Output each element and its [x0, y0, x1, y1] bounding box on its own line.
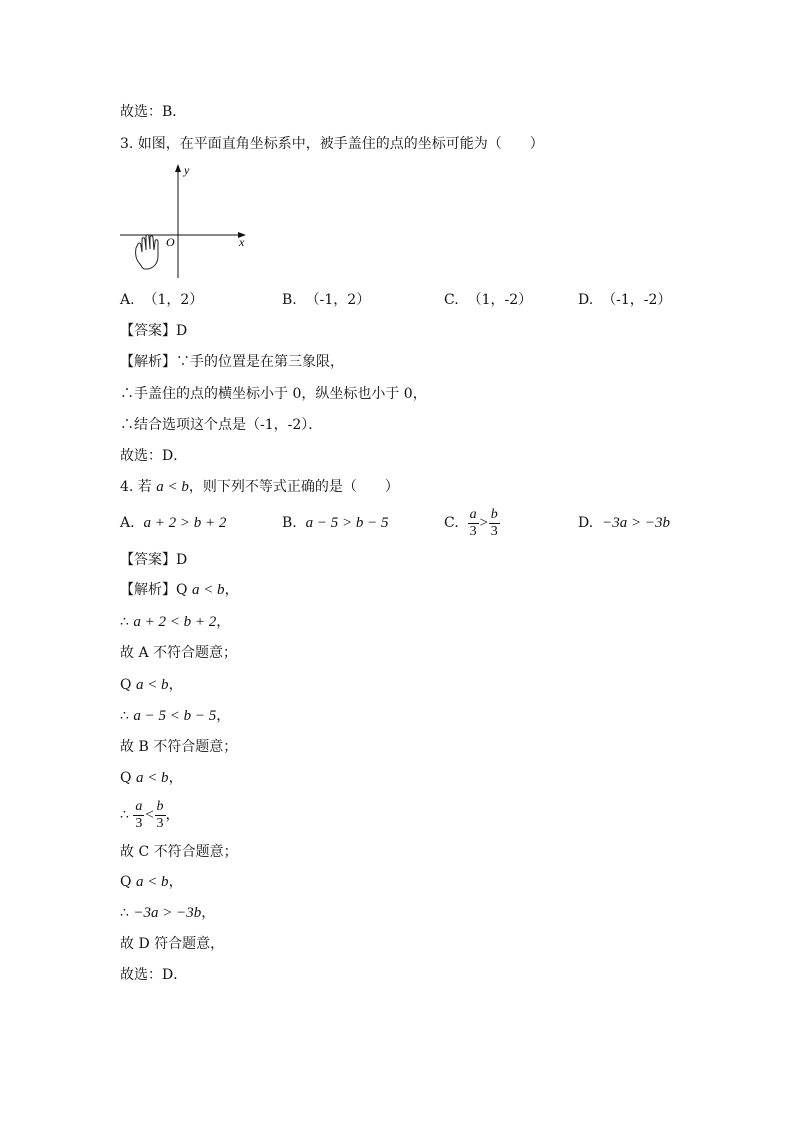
y-axis-arrow: [175, 164, 181, 172]
x-axis-label: x: [239, 235, 245, 249]
q3-option-c: C. （1，-2）: [444, 292, 533, 308]
q3-analysis-line-2: ∴手盖住的点的横坐标小于 0，纵坐标也小于 0，: [120, 386, 427, 402]
q2-conclusion: 故选：B．: [120, 104, 187, 120]
q4-step-d-verdict: 故 D 符合题意，: [120, 936, 225, 952]
q3-stem: 3. 如图，在平面直角坐标系中，被手盖住的点的坐标可能为（ ）: [120, 136, 544, 152]
q4-step-a-verdict: 故 A 不符合题意；: [120, 645, 238, 661]
y-axis-label: y: [184, 163, 190, 177]
q4-stem: 4. 若 a < b，则下列不等式正确的是（ ）: [120, 479, 399, 495]
fraction-a-over-3: $\frac{a}{3}$: [135, 798, 143, 831]
q4-option-a: A. a + 2 > b + 2: [120, 515, 227, 531]
q4-step-c-verdict: 故 C 不符合题意；: [120, 844, 238, 860]
origin-label: O: [166, 235, 175, 249]
q4-step-b-result: ∴ a − 5 < b − 5，: [120, 708, 231, 724]
q3-conclusion: 故选：D．: [120, 448, 188, 464]
q3-coordinate-figure: [118, 160, 253, 282]
q4-step-c-result: ∴ $\frac{a}{3}$ < $\frac{b}{3}$ ，: [120, 798, 180, 831]
q3-option-a: A. （1，2）: [120, 292, 204, 308]
q4-step-b-verdict: 故 B 不符合题意；: [120, 739, 238, 755]
hand-icon: [136, 235, 158, 269]
fraction-a-over-3: $\frac{a}{3}$: [469, 506, 477, 539]
fraction-b-over-3: $\frac{b}{3}$: [490, 506, 498, 539]
q4-step-d-result: ∴ −3a > −3b，: [120, 905, 216, 921]
q4-analysis-premise-4: Q a < b，: [120, 874, 183, 890]
q4-analysis-premise-3: Q a < b，: [120, 770, 183, 786]
q4-option-b: B. a − 5 > b − 5: [282, 515, 389, 531]
q3-answer: 【答案】D: [120, 323, 188, 339]
q4-step-a-result: ∴ a + 2 < b + 2，: [120, 614, 231, 630]
q3-analysis-line-1: 【解析】∵手的位置是在第三象限，: [120, 354, 344, 370]
q4-option-d: D. −3a > −3b: [578, 515, 670, 531]
q4-analysis-premise-2: Q a < b，: [120, 677, 183, 693]
q3-option-d: D. （-1，-2）: [578, 292, 672, 308]
q4-answer: 【答案】D: [120, 552, 188, 568]
q4-analysis-premise-1: 【解析】Q a < b，: [120, 582, 239, 598]
q4-option-c: C. $\frac{a}{3}$ > $\frac{b}{3}$: [444, 506, 498, 539]
q4-conclusion: 故选：D．: [120, 967, 188, 983]
q3-option-b: B. （-1，2）: [282, 292, 371, 308]
q3-analysis-line-3: ∴结合选项这个点是（-1，-2）．: [120, 417, 323, 433]
fraction-b-over-3: $\frac{b}{3}$: [156, 798, 164, 831]
